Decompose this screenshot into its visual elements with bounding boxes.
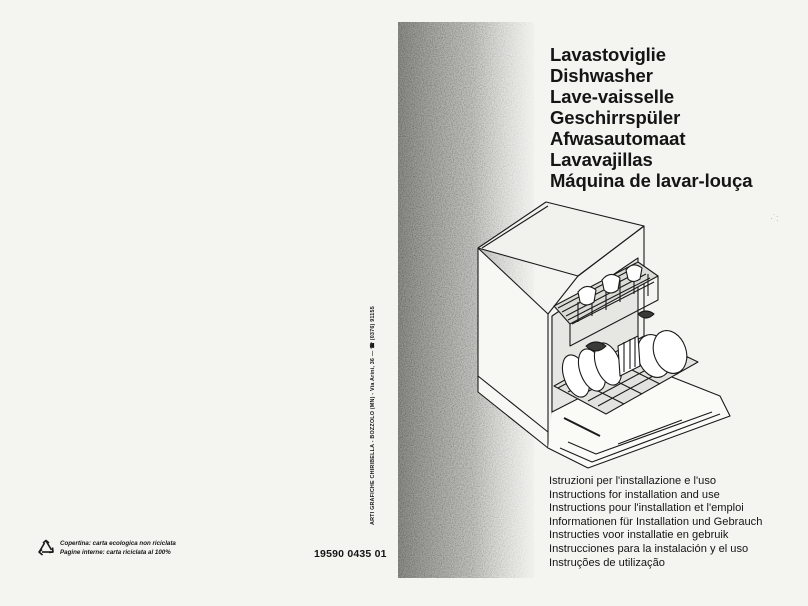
printer-credit: ARTI GRAFICHE CHIRIBELLA - BOZZOLO (MN) - Via Arini, 36 — ☎ (0376) 91155 [370, 306, 376, 525]
title-it: Lavastoviglie [550, 44, 666, 65]
paper-note-pages: Pagine interne: carta riciclata al 100% [60, 549, 171, 556]
title-fr: Lave-vaisselle [550, 86, 675, 107]
paper-note-cover: Copertina: carta ecologica non riciclata [60, 540, 176, 547]
instruction-en: Instructions for installation and use [549, 488, 720, 501]
title-pt: Máquina de lavar-louça [550, 170, 753, 191]
dishwasher-illustration [468, 196, 740, 472]
product-code: 19590 0435 01 [314, 548, 387, 560]
title-en: Dishwasher [550, 65, 653, 86]
recycle-icon [36, 539, 56, 559]
title-nl: Afwasautomaat [550, 128, 686, 149]
instruction-nl: Instructies voor installatie en gebruik [549, 529, 729, 542]
instruction-de: Informationen für Installation und Gebrauch [549, 515, 763, 528]
smudge-mark: ·˙: [770, 213, 779, 223]
title-de: Geschirrspüler [550, 107, 681, 128]
instructions-list [549, 475, 762, 570]
instruction-es: Instrucciones para la instalación y el uso [549, 542, 749, 555]
title-es: Lavavajillas [550, 149, 653, 170]
paper-note [60, 539, 176, 557]
instruction-pt: Instruções de utilização [549, 556, 665, 569]
title-list [550, 44, 752, 191]
instruction-it: Istruzioni per l'installazione e l'uso [549, 475, 717, 487]
instruction-fr: Instructions pour l'installation et l'emploi [549, 502, 744, 515]
